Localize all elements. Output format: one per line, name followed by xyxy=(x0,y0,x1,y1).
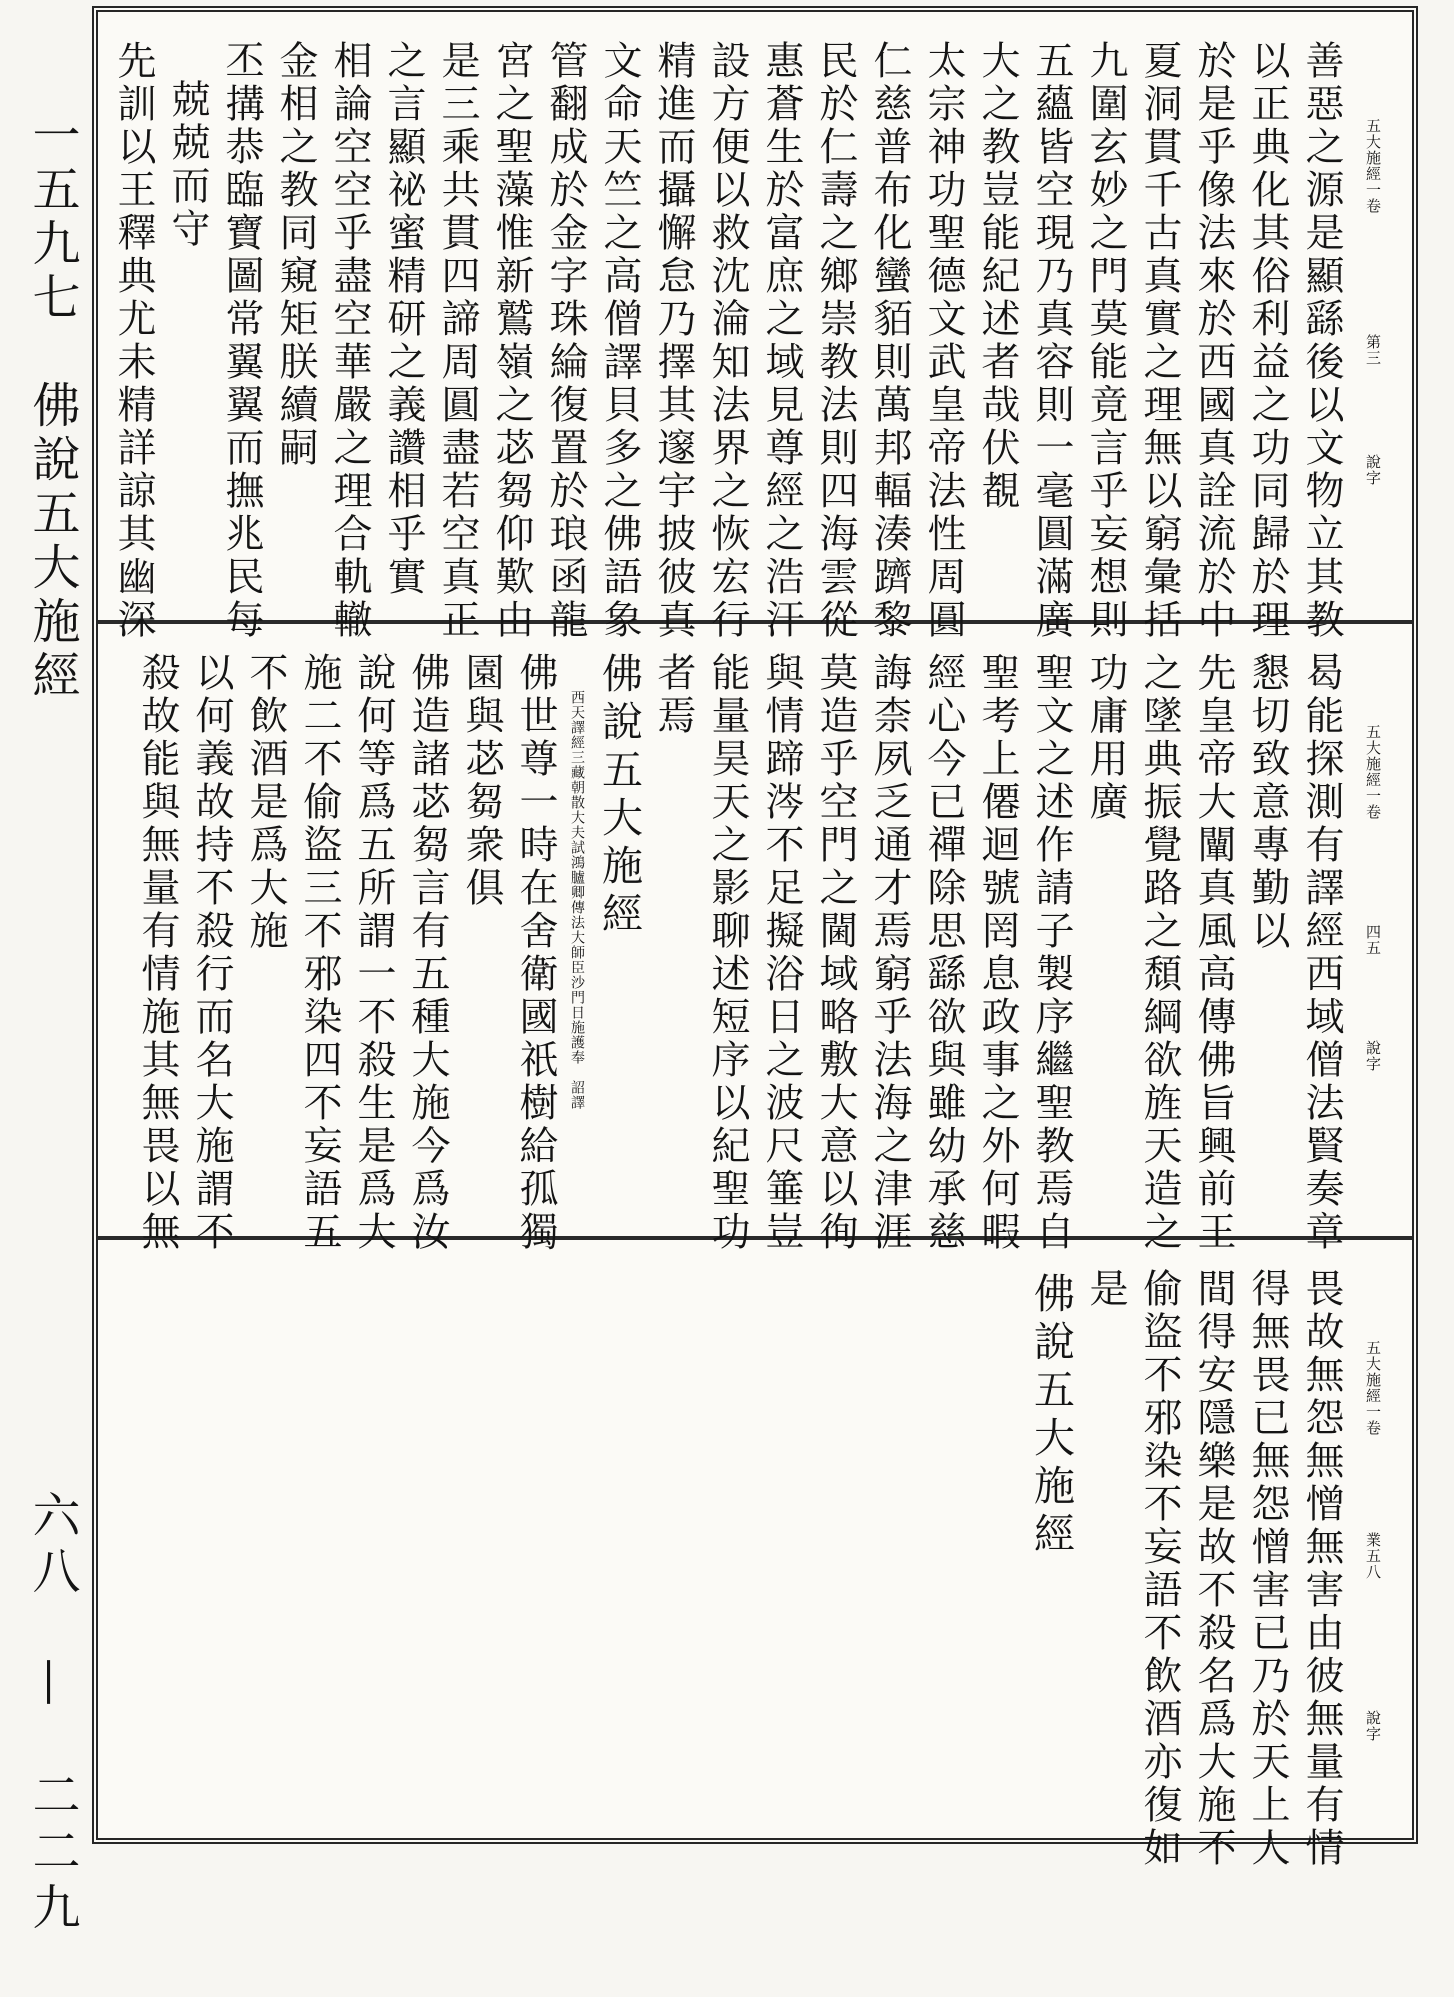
text-column: 夏洞貫千古真實之理無以窮彙括 xyxy=(1137,40,1182,642)
text-column: 功庸用廣 xyxy=(1083,652,1128,824)
text-column: 畏故無怨無憎無害由彼無量有情 xyxy=(1299,1268,1344,1870)
character-note: 說字 xyxy=(1364,1710,1382,1742)
text-column: 相論空空乎盡空華嚴之理合軌轍 xyxy=(327,40,372,642)
text-column: 管翻成於金字珠綸復置於琅函龍 xyxy=(543,40,588,642)
text-column: 大之教豈能紀述者哉伏覩 xyxy=(975,40,1020,513)
text-column: 之墜典振覺路之頹綱欲旌天造之 xyxy=(1137,652,1182,1254)
sutra-name-note: 五大施經一卷 xyxy=(1364,724,1382,820)
text-column: 民於仁壽之鄉崇教法則四海雲從 xyxy=(813,40,858,642)
sutra-name-note: 五大施經一卷 xyxy=(1364,1340,1382,1436)
text-columns xyxy=(1024,1268,1348,1870)
text-column: 佛世尊一時在舍衛國祇樹給孤獨 xyxy=(513,652,558,1254)
text-column: 曷能探測有譯經西域僧法賢奏章 xyxy=(1299,652,1344,1254)
sidebar-page-number: 六八 — 二二九 xyxy=(24,1490,80,1938)
panel-upper xyxy=(98,12,1412,642)
translator-line: 西天譯經三藏朝散大夫試鴻臚卿傳法大師臣沙門日施護奉 詔譯 xyxy=(569,690,585,1110)
marginal-notes xyxy=(1358,624,1388,1236)
text-column: 莫造乎空門之閫域略敷大意以徇 xyxy=(813,652,858,1254)
character-note: 說字 xyxy=(1364,454,1382,486)
text-column: 先皇帝大闡真風高傳佛旨興前王 xyxy=(1191,652,1236,1254)
text-column: 施二不偷盜三不邪染四不妄語五 xyxy=(297,652,342,1254)
text-column: 佛造諸苾芻言有五種大施今爲汝 xyxy=(405,652,450,1254)
text-columns xyxy=(106,40,1348,642)
text-column: 誨柰夙乏通才焉窮乎法海之津涯 xyxy=(867,652,912,1254)
text-column: 是 xyxy=(1083,1268,1128,1311)
text-column: 說何等爲五所謂一不殺生是爲大 xyxy=(351,652,396,1254)
text-column: 聖文之述作請子製序繼聖教焉自 xyxy=(1029,652,1074,1254)
text-column: 太宗神功聖德文武皇帝法性周圓 xyxy=(921,40,966,642)
text-column: 以正典化其俗利益之功同歸於理 xyxy=(1245,40,1290,642)
text-column: 懇切致意專勤以 xyxy=(1245,652,1290,953)
text-column: 先訓以王釋典尤未精詳諒其幽深 xyxy=(111,40,156,642)
text-column: 間得安隱樂是故不殺名爲大施不 xyxy=(1191,1268,1236,1870)
sidebar-volume-title: 一五九七 佛說五大施經 xyxy=(24,110,80,704)
text-column: 聖考上僊迴號罔息政事之外何暇 xyxy=(975,652,1020,1254)
text-column: 殺故能與無量有情施其無畏以無 xyxy=(135,652,180,1254)
panel-middle xyxy=(98,624,1412,1254)
text-column: 是三乘共貫四諦周圓盡若空真正 xyxy=(435,40,480,642)
fascicle-note: 四五 xyxy=(1364,924,1382,956)
panel-lower xyxy=(98,1240,1412,1870)
text-column: 善惡之源是顯繇後以文物立其教 xyxy=(1299,40,1344,642)
text-column: 設方便以救沈淪知法界之恢宏行 xyxy=(705,40,750,642)
text-column: 金相之教同窺矩朕續嗣 xyxy=(273,40,318,470)
text-column: 不飲酒是爲大施 xyxy=(243,652,288,953)
text-column: 五蘊皆空現乃真容則一毫圓滿廣 xyxy=(1029,40,1074,642)
sutra-title: 佛說五大施經 xyxy=(595,652,643,940)
marginal-notes xyxy=(1358,1240,1388,1838)
text-column: 與情蹄涔不足擬浴日之波尺箠豈 xyxy=(759,652,804,1254)
text-column: 惠蒼生於富庶之域見尊經之浩汗 xyxy=(759,40,804,642)
text-column: 精進而攝懈怠乃擇其邃宇披彼真 xyxy=(651,40,696,642)
marginal-notes xyxy=(1358,12,1388,620)
text-column: 兢兢而守 xyxy=(165,79,210,251)
fascicle-note: 業五八 xyxy=(1364,1532,1382,1580)
text-column: 宮之聖藻惟新鷲嶺之苾芻仰歎由 xyxy=(489,40,534,642)
sutra-title-end: 佛說五大施經 xyxy=(1027,1272,1075,1560)
text-column: 以何義故持不殺行而名大施謂不 xyxy=(189,652,234,1254)
text-column: 偷盜不邪染不妄語不飲酒亦復如 xyxy=(1137,1268,1182,1870)
text-column: 丕搆恭臨寶圖常翼翼而撫兆民每 xyxy=(219,40,264,642)
text-column: 經心今已禪除思繇欲與雖幼承慈 xyxy=(921,652,966,1254)
sutra-name-note: 五大施經一卷 xyxy=(1364,118,1382,214)
text-column: 園與苾芻衆俱 xyxy=(459,652,504,910)
text-column: 者焉 xyxy=(651,652,696,738)
text-column: 文命天竺之高僧譯貝多之佛語象 xyxy=(597,40,642,642)
text-column: 仁慈普布化蠻貊則萬邦輻湊躋黎 xyxy=(867,40,912,642)
text-column: 之言顯祕蜜精研之義讚相乎實 xyxy=(381,40,426,599)
character-note: 說字 xyxy=(1364,1040,1382,1072)
text-column: 得無畏已無怨憎害已乃於天上人 xyxy=(1245,1268,1290,1870)
text-column: 九圍玄妙之門莫能竟言乎妄想則 xyxy=(1083,40,1128,642)
text-column: 於是乎像法來於西國真詮流於中 xyxy=(1191,40,1236,642)
page-frame xyxy=(92,6,1418,1870)
text-columns xyxy=(130,652,1348,1254)
text-column: 能量昊天之影聊述短序以紀聖功 xyxy=(705,652,750,1254)
fascicle-note: 第三 xyxy=(1364,334,1382,366)
